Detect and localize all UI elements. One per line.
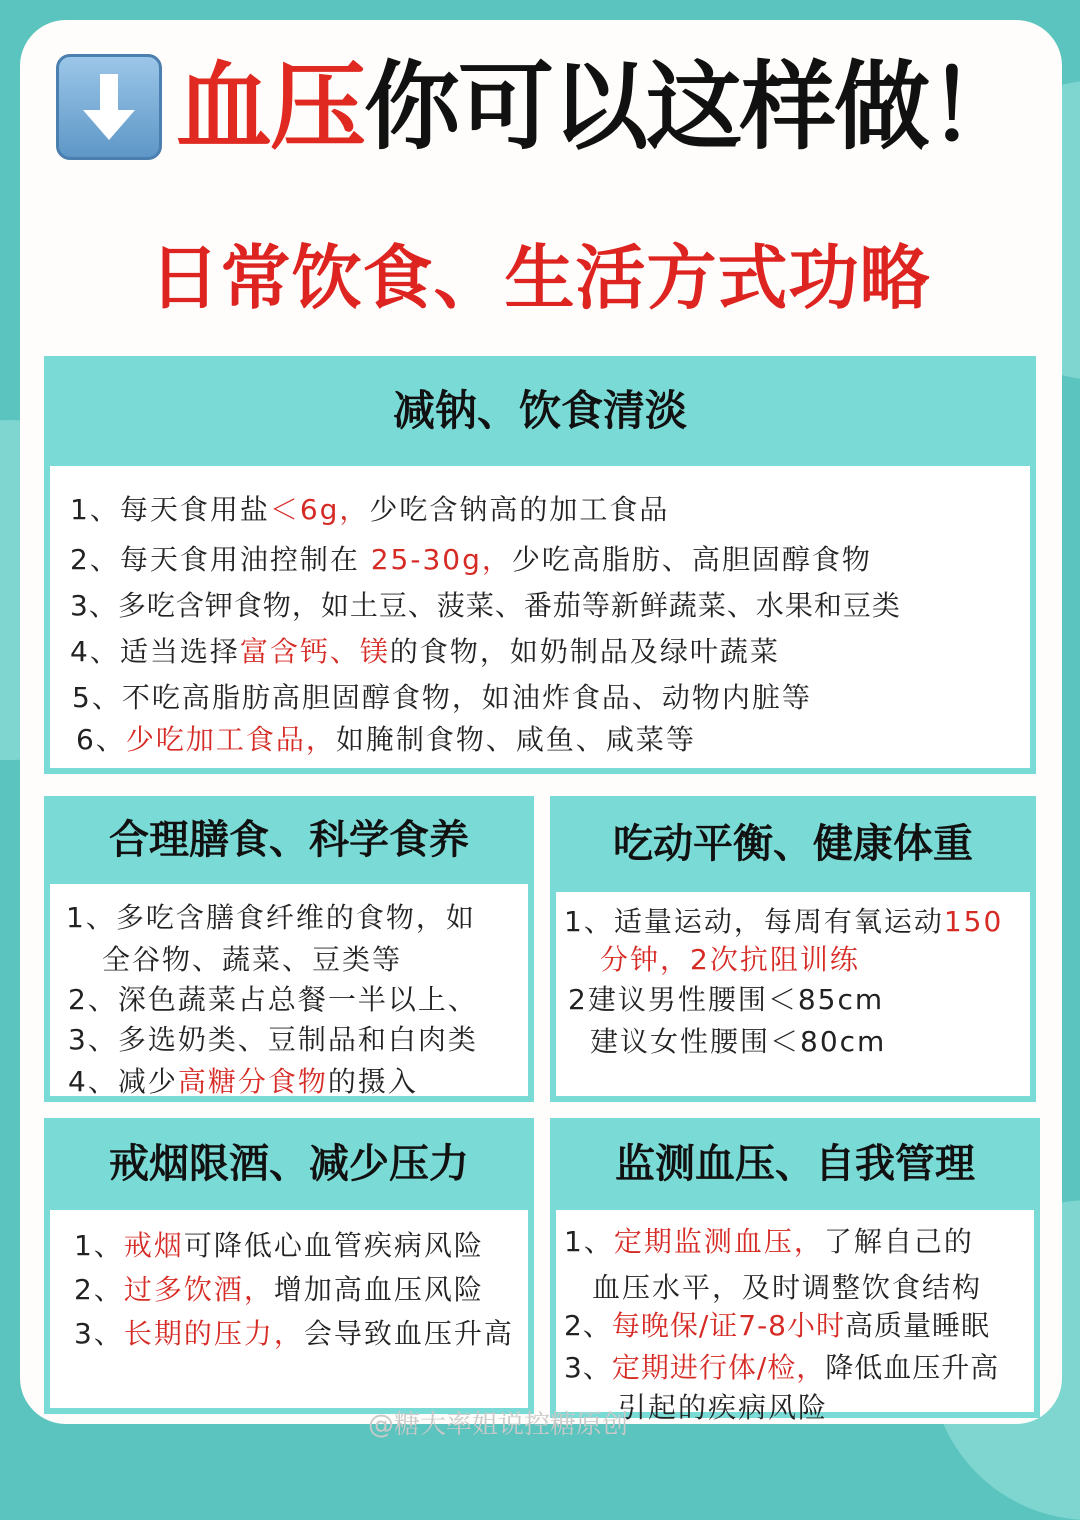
list-item: 分钟，2次抗阻训练 — [600, 943, 860, 976]
section-heading: 吃动平衡、健康体重 — [613, 821, 973, 867]
list-item: 2、过多饮酒，增加高血压风险 — [74, 1273, 484, 1306]
title-highlight: 血压 — [176, 51, 364, 163]
section-heading: 戒烟限酒、减少压力 — [109, 1141, 469, 1187]
list-item: 5、不吃高脂肪高胆固醇食物，如油炸食品、动物内脏等 — [72, 681, 812, 714]
list-item: 1、戒烟可降低心血管疾病风险 — [74, 1229, 484, 1262]
section-self-monitoring — [550, 1118, 1040, 1424]
down-arrow-icon — [56, 54, 162, 160]
list-item: 2、每天食用油控制在 25-30g，少吃高脂肪、高胆固醇食物 — [70, 543, 872, 576]
list-item: 1、多吃含膳食纤维的食物，如 — [66, 901, 476, 934]
section-balanced-diet — [44, 796, 534, 1102]
section-body — [50, 466, 1030, 768]
list-item: 3、多吃含钾食物，如土豆、菠菜、番茄等新鲜蔬菜、水果和豆类 — [70, 589, 901, 622]
list-item: 建议女性腰围＜80cm — [590, 1025, 887, 1058]
list-item: 6、少吃加工食品，如腌制食物、咸鱼、咸菜等 — [76, 723, 696, 756]
list-item: 1、适量运动，每周有氧运动150 — [564, 905, 1004, 938]
list-item: 3、多选奶类、豆制品和白肉类 — [68, 1023, 478, 1056]
title-text: 你可以这样做！ — [364, 51, 1022, 163]
section-low-sodium — [44, 356, 1036, 774]
poster-title — [56, 52, 1050, 162]
section-body — [50, 1210, 528, 1408]
list-item: 2建议男性腰围＜85cm — [568, 983, 885, 1016]
poster-subtitle: 日常饮食、生活方式功略 — [149, 237, 931, 319]
section-weight — [550, 796, 1036, 1102]
list-item: 1、每天食用盐＜6g，少吃含钠高的加工食品 — [70, 493, 670, 526]
section-body — [556, 892, 1030, 1096]
list-item: 2、每晚保/证7-8小时高质量睡眠 — [564, 1309, 991, 1342]
list-item: 全谷物、蔬菜、豆类等 — [102, 943, 403, 976]
section-heading: 监测血压、自我管理 — [615, 1141, 975, 1187]
section-body — [50, 884, 528, 1096]
list-item: 1、定期监测血压，了解自己的 — [564, 1225, 974, 1258]
section-heading: 合理膳食、科学食养 — [109, 817, 469, 863]
list-item: 3、定期进行体/检，降低血压升高 — [564, 1351, 1000, 1384]
list-item: 4、减少高糖分食物的摄入 — [68, 1065, 418, 1098]
list-item: 引起的疾病风险 — [618, 1391, 829, 1424]
list-item: 3、长期的压力，会导致血压升高 — [74, 1317, 514, 1350]
list-item: 2、深色蔬菜占总餐一半以上、 — [68, 983, 478, 1016]
watermark: @糖大率姐说控糖原创 — [368, 1410, 629, 1440]
section-heading: 减钠、饮食清淡 — [392, 386, 687, 435]
list-item: 血压水平，及时调整饮食结构 — [592, 1271, 983, 1304]
section-quit-smoking — [44, 1118, 534, 1414]
section-body — [556, 1210, 1034, 1424]
list-item: 4、适当选择富含钙、镁的食物，如奶制品及绿叶蔬菜 — [70, 635, 780, 668]
